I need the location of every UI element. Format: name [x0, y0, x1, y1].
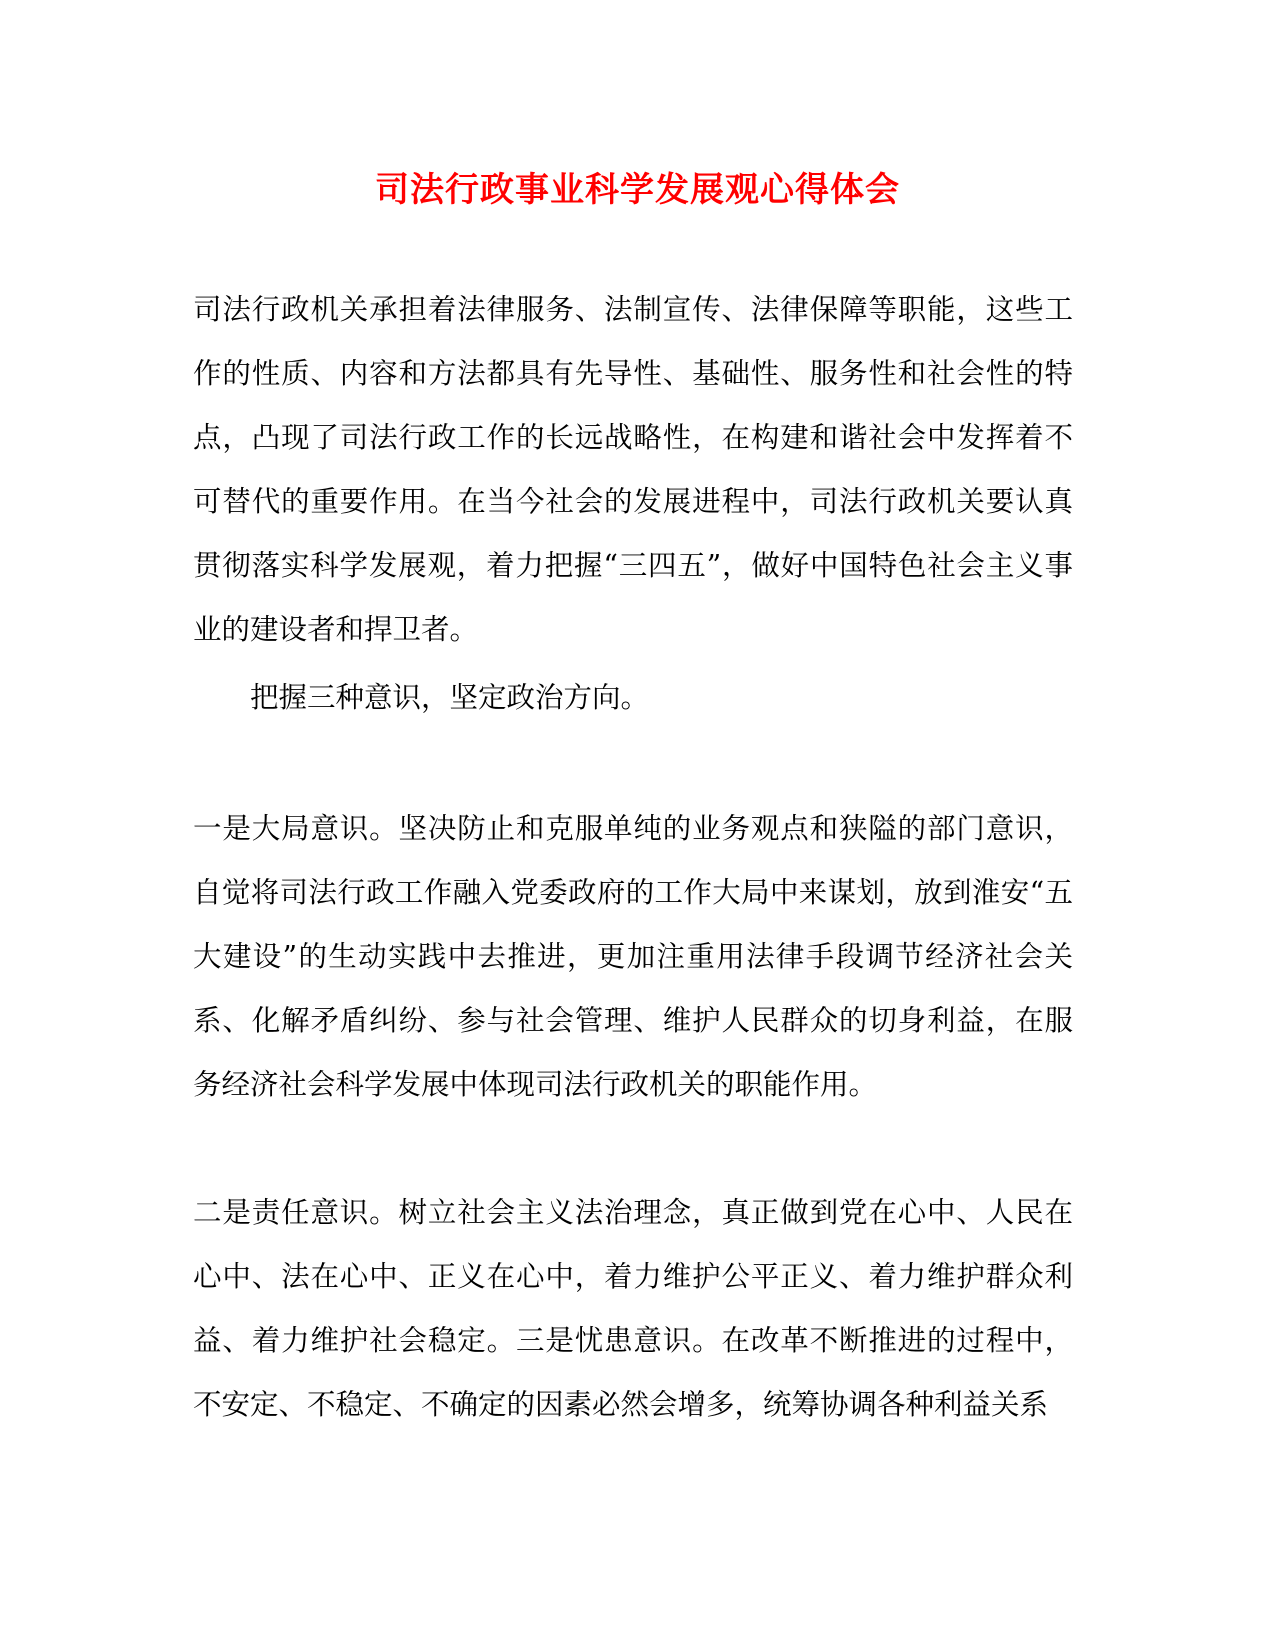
paragraph-responsibility-awareness: 二是责任意识。树立社会主义法治理念，真正做到党在心中、人民在心中、法在心中、正义在心中，着力维护公平正义、着力维护群众利益、着力维护社会稳定。三是忧患意识。在改革不断推进的过程中，不安定、不稳定、不确定的因素必然会增多，统筹协调各种利益关系 — [193, 1196, 1073, 1421]
paragraph-section-heading: 把握三种意识，坚定政治方向。 — [250, 681, 650, 714]
paragraph-intro: 司法行政机关承担着法律服务、法制宣传、法律保障等职能，这些工作的性质、内容和方法都具有先导性、基础性、服务性和社会性的特点，凸现了司法行政工作的长远战略性，在构建和谐社会中发挥着不可替代的重要作用。在当今社会的发展进程中，司法行政机关要认真贯彻落实科学发展观，着力把握“三四五”，做好中国特色社会主义事业的建设者和捍卫者。 — [193, 293, 1073, 646]
document-title: 司法行政事业科学发展观心得体会 — [375, 170, 900, 210]
paragraph-overall-awareness: 一是大局意识。坚决防止和克服单纯的业务观点和狭隘的部门意识，自觉将司法行政工作融入党委政府的工作大局中来谋划，放到淮安“五大建设”的生动实践中去推进，更加注重用法律手段调节经济社会关系、化解矛盾纠纷、参与社会管理、维护人民群众的切身利益，在服务经济社会科学发展中体现司法行政机关的职能作用。 — [193, 812, 1073, 1101]
